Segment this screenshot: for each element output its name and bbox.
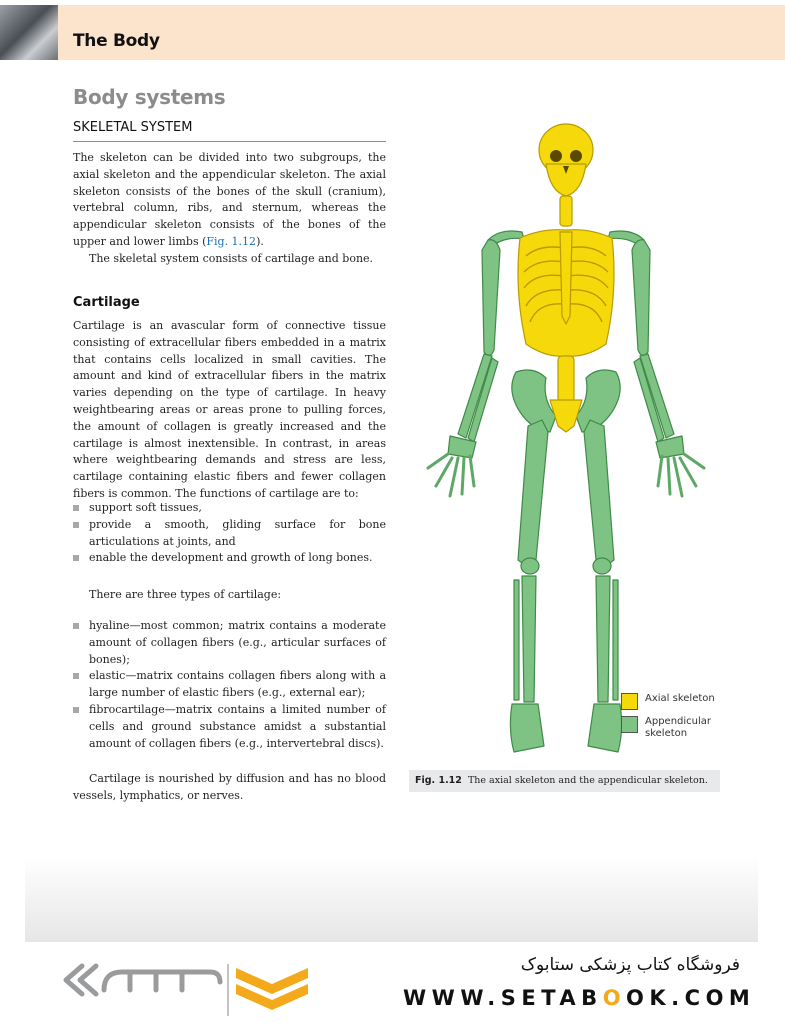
list-item: enable the development and growth of long bones. (73, 550, 386, 567)
cartilage-types-intro: There are three types of cartilage: (89, 588, 282, 601)
figure-legend (621, 693, 725, 746)
list-item: provide a smooth, gliding surface for bone articulations at joints, and (73, 517, 386, 551)
section-title: Body systems (73, 85, 226, 109)
legend-item-appendicular (621, 716, 725, 740)
cartilage-heading: Cartilage (73, 295, 140, 310)
store-url[interactable]: WWW.SETABOOK.COM (403, 986, 756, 1010)
cartilage-closing-paragraph: Cartilage is nourished by diffusion and has no blood vessels, lymphatics, or nerves. (73, 772, 386, 802)
cartilage-paragraph: Cartilage is an avascular form of connective tissue consisting of extracellular fibers embedded in a matrix that contains cells localized in small cavities. The amount and kind of extracellular fibers in the matrix varies depending on the type of cartilage. In heavy weightbearing areas or areas prone to pulling forces, the amount of collagen is greatly increased and the cartilage is almost inextensible. In contrast, in areas where weightbearing demands and stress are less, cartilage containing elastic fibers and fewer collagen fibers is common. The functions of cartilage are to: (73, 319, 386, 500)
list-item: fibrocartilage—matrix contains a limited number of cells and ground substance amidst a substantial amount of collagen fibers (e.g., intervertebral discs). (73, 702, 386, 752)
legend-label: Axial skeleton (645, 693, 715, 704)
page-header-band (0, 5, 785, 60)
figure-caption-label: Fig. 1.12 (415, 775, 462, 786)
figure-caption-text: The axial skeleton and the appendicular skeleton. (467, 775, 708, 786)
figure-link[interactable]: Fig. 1.12 (206, 234, 257, 248)
setabook-logo (60, 960, 310, 1020)
cartilage-types-list (73, 618, 386, 752)
page-bottom-fade (25, 856, 758, 942)
header-title: The Body (73, 31, 160, 51)
store-name: فروشگاه کتاب پزشکی ستابوک (520, 955, 740, 975)
subsection-title: SKELETAL SYSTEM (73, 120, 193, 135)
intro-paragraph-2: The skeletal system consists of cartilage and bone. (89, 252, 374, 265)
figure-caption (409, 770, 720, 792)
legend-label: Appendicular skeleton (645, 716, 712, 739)
legend-swatch-appendicular (621, 716, 638, 733)
cartilage-functions-list (73, 500, 386, 567)
legend-item-axial (621, 693, 725, 710)
legend-swatch-axial (621, 693, 638, 710)
list-item: support soft tissues, (73, 500, 386, 517)
list-item: hyaline—most common; matrix contains a moderate amount of collagen fibers (e.g., articular surfaces of bones); (73, 618, 386, 668)
list-item: elastic—matrix contains collagen fibers along with a large number of elastic fibers (e.g., external ear); (73, 668, 386, 702)
skeleton-illustration (410, 120, 722, 760)
intro-paragraph: The skeleton can be divided into two subgroups, the axial skeleton and the appendicular skeleton. The axial skeleton consists of the bones of the skull (cranium), vertebral column, ribs, and sternum, whereas the appendicular skeleton consists of the bones of the upper and lower limbs (Fig. 1.12). (73, 151, 386, 248)
subsection-divider (73, 141, 386, 142)
header-thumbnail-image (0, 5, 58, 60)
